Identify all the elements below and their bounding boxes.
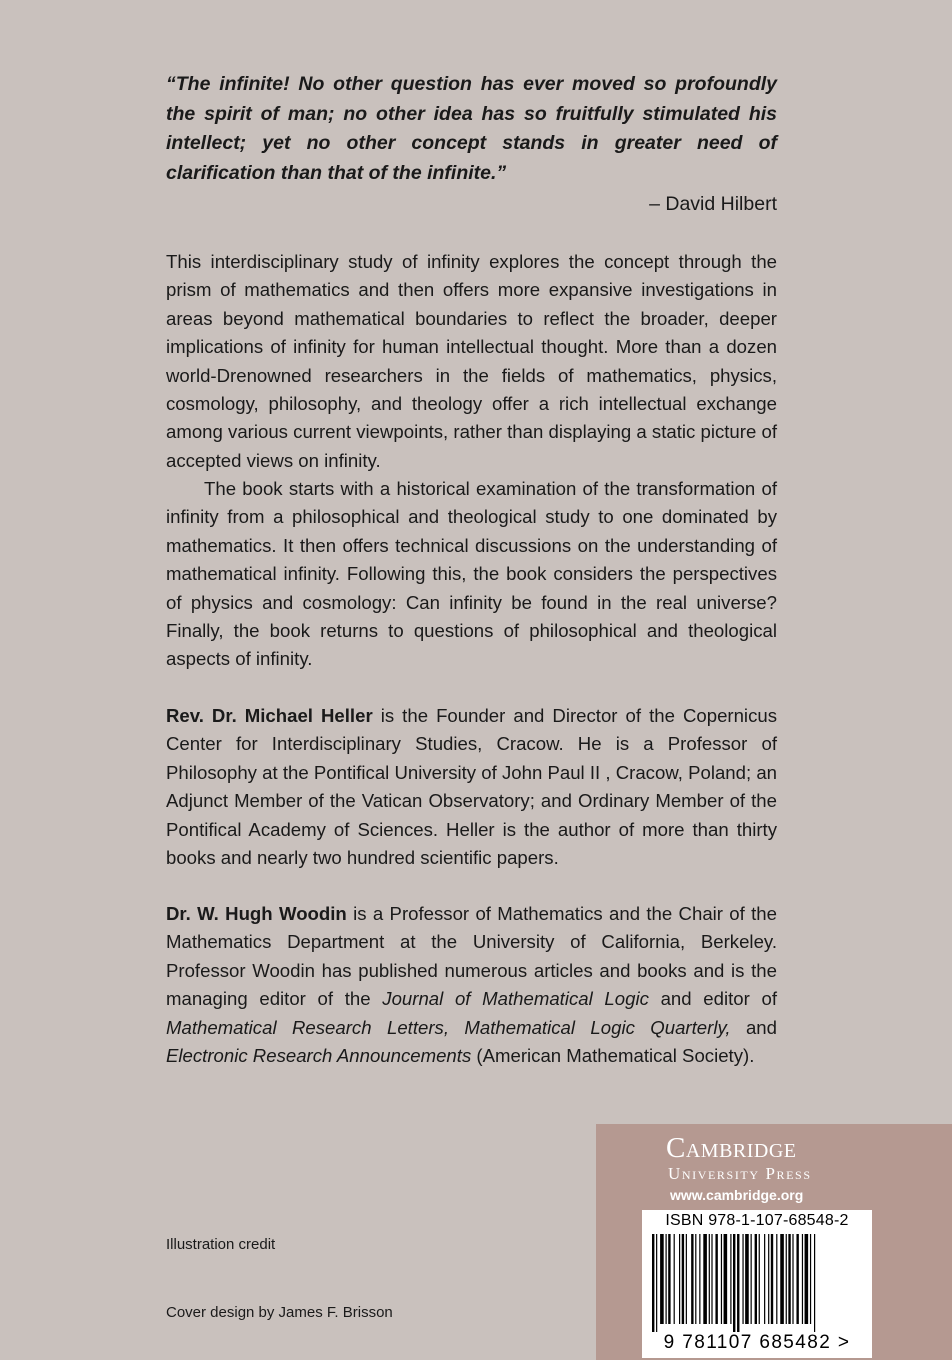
barcode-digits: 9 781107 685482 > — [663, 1332, 851, 1353]
journal-title-1: Journal of Mathematical Logic — [382, 988, 649, 1010]
barcode-icon — [650, 1234, 864, 1332]
publisher-box — [596, 1124, 952, 1360]
publisher-url[interactable]: www.cambridge.org — [670, 1187, 804, 1203]
woodin-bio-text-4: (American Mathematical Society). — [471, 1045, 755, 1067]
illustration-credit: Illustration credit — [166, 1236, 276, 1253]
quote-text: “The infinite! No other question has ever moved so profoundly the spirit of man; no other idea has so fruitfully stimulated his intellect; yet no other concept stands in greater need of clarification than that of the infinite.” — [166, 73, 777, 184]
quote-attribution: – David Hilbert — [649, 193, 777, 215]
description-paragraph-1: This interdisciplinary study of infinity explores the concept through the prism of mathematics and then offers more expansive investigations in areas beyond mathematical boundaries to reflect the broader, deeper implications of infinity for human intellectual thought. More than a dozen world-Drenowned researchers in the fields of mathematics, physics, cosmology, philosophy, and theology offer a rich intellectual exchange among various current viewpoints, rather than displaying a static picture of accepted views on infinity. — [166, 251, 777, 471]
heller-name: Rev. Dr. Michael Heller — [166, 705, 373, 726]
heller-bio-text: is the Founder and Director of the Copernicus Center for Interdisciplinary Studies, Cracow. He is a Professor of Philosophy at the Pontifical University of John Paul II , Cracow, Poland; an Adjunct Member of the Vatican Observatory; and Ordinary Member of the Pontifical Academy of Sciences. Heller is the author of more than thirty books and nearly two hundred scientific papers. — [166, 705, 778, 869]
woodin-bio-text-2: and editor of — [648, 988, 778, 1010]
woodin-bio-text-1: is a Professor of Mathematics and the Chair of the Mathematics Department at the University of California, Berkeley. Professor Woodin has published numerous articles and books and is the managing editor of the — [166, 903, 777, 1010]
hilbert-quote — [166, 70, 777, 188]
isbn-label: ISBN 978-1-107-68548-2 — [665, 1212, 849, 1229]
woodin-bio — [166, 900, 777, 1070]
publisher-subtitle: University Press — [668, 1164, 812, 1183]
publisher-name: Cambridge — [666, 1132, 797, 1164]
cover-design-credit: Cover design by James F. Brisson — [166, 1304, 393, 1321]
woodin-bio-text-3: and — [730, 1016, 777, 1038]
journal-title-2: Mathematical Research Letters, Mathematical Logic Quarterly, — [166, 1016, 731, 1038]
barcode-panel — [642, 1210, 872, 1358]
woodin-name: Dr. W. Hugh Woodin — [166, 903, 347, 924]
heller-bio — [166, 702, 777, 872]
journal-title-3: Electronic Research Announcements — [166, 1045, 472, 1067]
description-paragraph-2: The book starts with a historical examination of the transformation of infinity from a philosophical and theological study to one dominated by mathematics. It then offers technical discussions on the understanding of mathematical infinity. Following this, the book considers the perspectives of physics and cosmology: Can infinity be found in the real universe? Finally, the book returns to questions of philosophical and theological aspects of infinity. — [166, 478, 777, 670]
